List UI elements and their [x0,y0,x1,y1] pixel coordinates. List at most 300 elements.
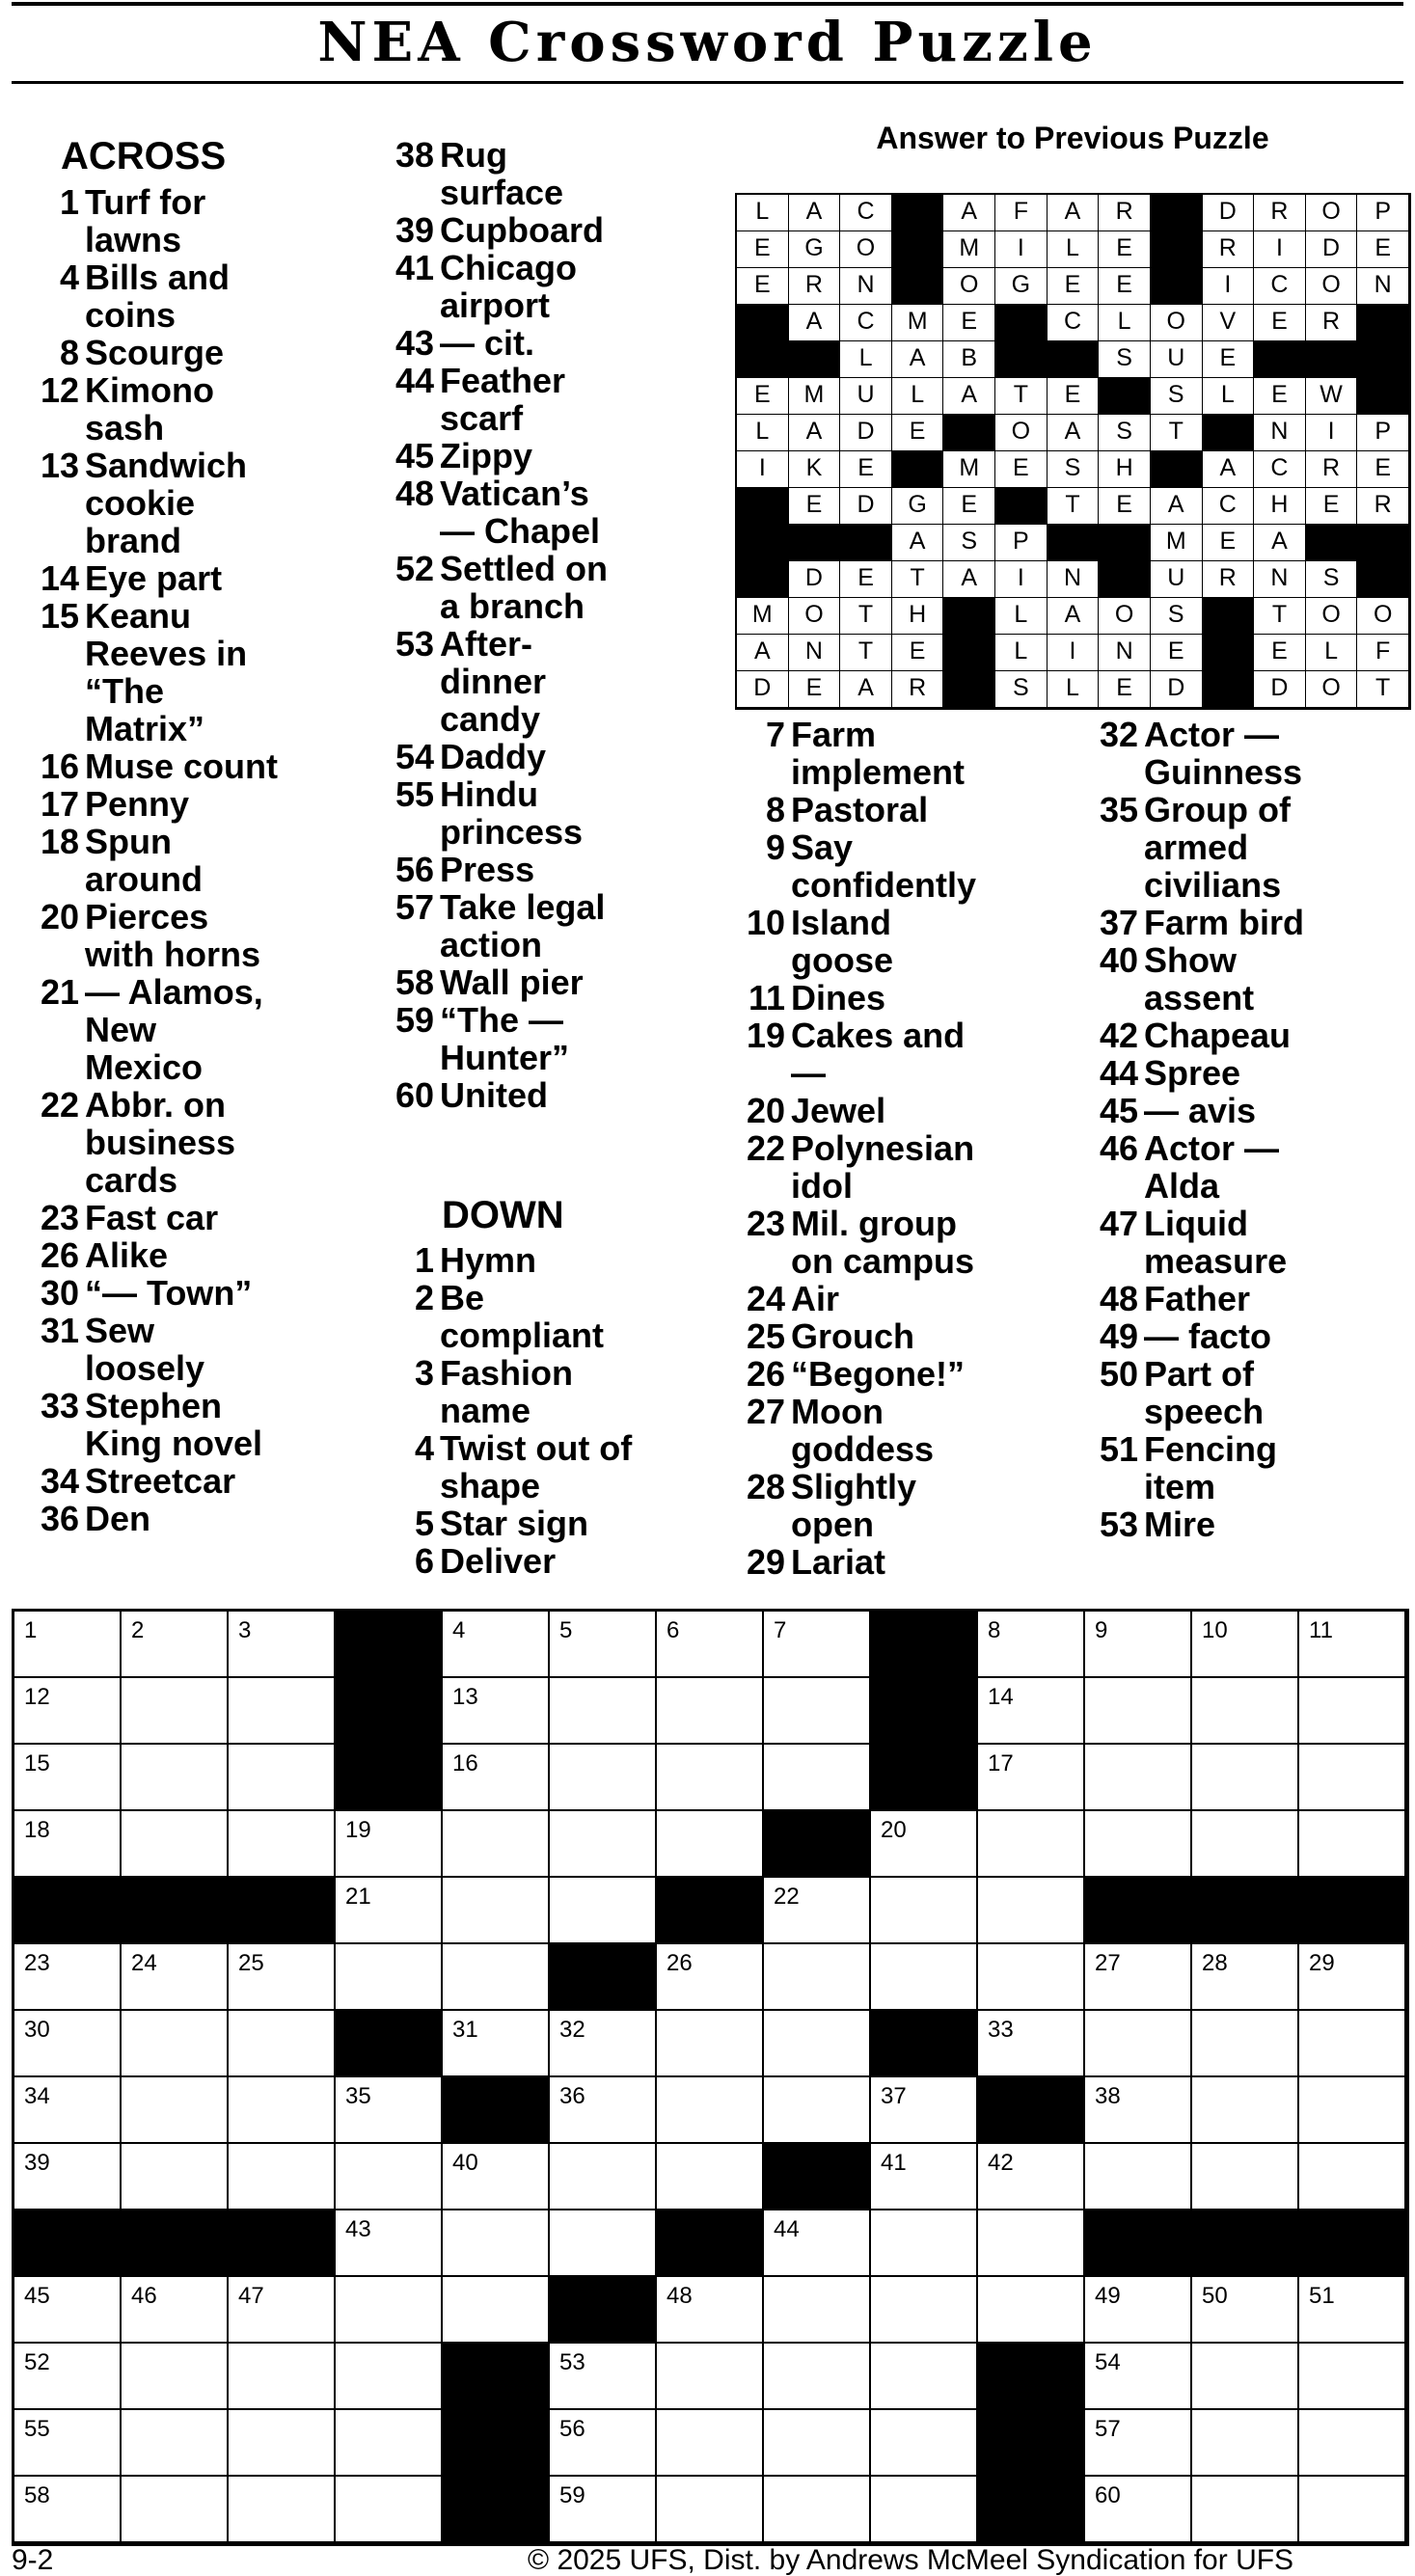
clue-number: 53 [1099,1505,1138,1544]
answer-cell[interactable] [764,2077,871,2144]
answer-cell[interactable] [336,2144,443,2210]
clue-number: 53 [395,624,434,664]
answer-cell[interactable] [1192,2410,1299,2477]
answer-cell[interactable] [978,1811,1085,1878]
answer-cell[interactable] [1192,1944,1299,2011]
black-square [764,1811,871,1878]
answer-cell[interactable] [1299,2410,1406,2477]
answer-cell[interactable] [1192,2344,1299,2410]
clue-text: Star sign [440,1504,589,1543]
clue-number: 57 [395,887,434,927]
answer-cell[interactable] [1299,2477,1406,2543]
answer-cell[interactable] [871,2410,978,2477]
across-clue-17 [12,785,278,823]
answer-cell[interactable] [1192,2277,1299,2344]
answer-cell[interactable] [229,1811,336,1878]
answer-cell[interactable] [443,2144,550,2210]
previous-letter-cell: E [995,451,1048,488]
black-square [336,2011,443,2077]
answer-cell[interactable] [229,2144,336,2210]
across-clue-43 [367,324,633,362]
answer-cell[interactable] [1192,2077,1299,2144]
black-square [1299,1878,1406,1944]
answer-cell[interactable] [443,1944,550,2011]
answer-cell[interactable] [14,1678,122,1745]
crossword-grid[interactable] [12,1609,1409,2546]
cell-number: 20 [881,1817,907,1843]
previous-letter-cell: A [1203,451,1255,488]
clue-number: 16 [40,746,79,786]
answer-cell[interactable] [443,1678,550,1745]
clue-number: 46 [1099,1128,1138,1168]
answer-cell[interactable] [443,2277,550,2344]
previous-letter-cell: E [1151,635,1203,671]
answer-cell[interactable] [1299,1811,1406,1878]
answer-cell[interactable] [871,1944,978,2011]
answer-cell[interactable] [1192,2477,1299,2543]
answer-cell[interactable] [764,1612,871,1678]
answer-cell[interactable] [1299,2077,1406,2144]
previous-letter-cell: A [892,341,944,378]
previous-letter-cell: E [1099,268,1151,305]
clue-number: 10 [746,903,785,942]
clue-number: 37 [1099,903,1138,942]
clue-number: 40 [1099,940,1138,980]
clue-text: Mil. group on campus [791,1204,975,1281]
clue-text: Twist out of shape [440,1428,633,1505]
answer-cell[interactable] [1192,1678,1299,1745]
clue-number: 58 [395,963,434,1002]
answer-cell[interactable] [14,2344,122,2410]
clue-text: Stephen King novel [85,1386,263,1463]
down-clue-7 [718,716,984,791]
across-clue-23 [12,1199,278,1236]
answer-cell[interactable] [871,2344,978,2410]
answer-cell[interactable] [336,2077,443,2144]
black-square [1192,1878,1299,1944]
previous-letter-cell: D [1203,195,1255,231]
clue-number: 60 [395,1075,434,1115]
previous-letter-cell: L [995,635,1048,671]
answer-cell[interactable] [657,1612,764,1678]
answer-cell[interactable] [764,2210,871,2277]
black-square [443,2077,550,2144]
previous-letter-cell: A [1151,488,1203,525]
previous-letter-cell: R [1357,488,1409,525]
answer-cell[interactable] [443,1612,550,1678]
answer-cell[interactable] [978,2144,1085,2210]
clue-number: 49 [1099,1316,1138,1356]
answer-cell[interactable] [229,2077,336,2144]
clue-text: Press [440,850,535,889]
answer-cell[interactable] [122,2077,229,2144]
previous-black-square [1203,671,1255,708]
answer-cell[interactable] [764,1678,871,1745]
answer-cell[interactable] [229,2477,336,2543]
answer-cell[interactable] [122,2344,229,2410]
answer-cell[interactable] [871,1878,978,1944]
answer-cell[interactable] [657,2410,764,2477]
previous-letter-cell: S [995,671,1048,708]
down-clue-44 [1071,1054,1337,1092]
answer-cell[interactable] [1299,1745,1406,1811]
across-clue-54 [367,738,633,775]
previous-letter-cell: C [840,195,892,231]
answer-cell[interactable] [657,2077,764,2144]
cell-number: 44 [774,2216,800,2242]
clue-text: Zippy [440,436,532,475]
down-clue-37 [1071,904,1337,941]
across-clue-4 [12,258,278,334]
answer-cell[interactable] [336,1811,443,1878]
down-clue-29 [718,1543,984,1581]
answer-cell[interactable] [14,2144,122,2210]
answer-cell[interactable] [14,2011,122,2077]
previous-letter-cell: R [1203,561,1255,598]
answer-cell[interactable] [122,2277,229,2344]
answer-cell[interactable] [1299,2344,1406,2410]
answer-cell[interactable] [122,1811,229,1878]
answer-cell[interactable] [14,2277,122,2344]
answer-cell[interactable] [1299,2277,1406,2344]
answer-cell[interactable] [229,1678,336,1745]
clue-text: Liquid measure [1144,1204,1288,1281]
clue-text: Rug surface [440,135,564,212]
answer-cell[interactable] [1192,1612,1299,1678]
cell-number: 5 [559,1617,573,1643]
across-clue-34 [12,1462,278,1500]
black-square [1299,2210,1406,2277]
down-clue-8 [718,791,984,828]
previous-letter-cell: O [1099,598,1151,635]
answer-cell[interactable] [443,1878,550,1944]
down-clue-6 [367,1542,633,1580]
answer-cell[interactable] [978,2210,1085,2277]
answer-cell[interactable] [657,1678,764,1745]
answer-cell[interactable] [14,1745,122,1811]
answer-cell[interactable] [1192,2144,1299,2210]
answer-cell[interactable] [764,1878,871,1944]
clue-number: 35 [1099,790,1138,829]
answer-cell[interactable] [1085,2344,1192,2410]
cell-number: 21 [345,1884,371,1910]
answer-cell[interactable] [978,2277,1085,2344]
answer-cell[interactable] [122,2144,229,2210]
answer-cell[interactable] [14,2077,122,2144]
previous-letter-cell: L [840,341,892,378]
previous-letter-cell: I [995,561,1048,598]
cell-number: 42 [988,2150,1014,2176]
black-square [657,2210,764,2277]
clue-text: Pastoral [791,790,929,829]
answer-cell[interactable] [1085,1678,1192,1745]
answer-cell[interactable] [122,2410,229,2477]
answer-cell[interactable] [336,1878,443,1944]
answer-cell[interactable] [229,1745,336,1811]
answer-cell[interactable] [14,1811,122,1878]
answer-cell[interactable] [229,2410,336,2477]
answer-cell[interactable] [1299,1944,1406,2011]
answer-cell[interactable] [443,1745,550,1811]
black-square [978,2344,1085,2410]
previous-letter-cell: N [789,635,841,671]
answer-cell[interactable] [1085,1811,1192,1878]
black-square [229,1878,336,1944]
clue-text: Chicago airport [440,248,578,325]
answer-cell[interactable] [1085,2477,1192,2543]
black-square [871,2011,978,2077]
answer-cell[interactable] [550,2477,657,2543]
across-clue-45 [367,437,633,475]
previous-letter-cell: E [1306,488,1358,525]
answer-cell[interactable] [550,2011,657,2077]
answer-cell[interactable] [550,2144,657,2210]
down-clue-40 [1071,941,1337,1017]
answer-cell[interactable] [336,2344,443,2410]
previous-letter-cell: A [1048,415,1100,451]
answer-cell[interactable] [764,1745,871,1811]
black-square [336,1678,443,1745]
answer-cell[interactable] [122,1745,229,1811]
cell-number: 9 [1095,1617,1108,1643]
previous-black-square [737,525,789,561]
black-square [14,2210,122,2277]
clue-text: Farm implement [791,715,966,792]
previous-letter-cell: F [995,195,1048,231]
clue-number: 14 [40,558,79,598]
answer-cell[interactable] [978,2011,1085,2077]
answer-cell[interactable] [657,1745,764,1811]
previous-black-square [1048,341,1100,378]
previous-black-square [1151,195,1203,231]
answer-cell[interactable] [1085,1612,1192,1678]
answer-cell[interactable] [122,1678,229,1745]
answer-cell[interactable] [14,2410,122,2477]
previous-letter-cell: W [1306,378,1358,415]
answer-cell[interactable] [550,1878,657,1944]
answer-cell[interactable] [1192,1811,1299,1878]
clue-number: 12 [40,370,79,410]
previous-black-square [995,305,1048,341]
previous-black-square [1357,305,1409,341]
answer-cell[interactable] [1085,1745,1192,1811]
cell-number: 22 [774,1884,800,1910]
previous-letter-cell: L [892,378,944,415]
answer-cell[interactable] [229,2011,336,2077]
previous-letter-cell: D [789,561,841,598]
answer-cell[interactable] [657,2011,764,2077]
answer-cell[interactable] [978,1878,1085,1944]
answer-cell[interactable] [871,2077,978,2144]
answer-cell[interactable] [1192,2011,1299,2077]
answer-cell[interactable] [657,1944,764,2011]
previous-letter-cell: U [840,378,892,415]
cell-number: 16 [452,1750,478,1776]
previous-black-square [1048,525,1100,561]
answer-cell[interactable] [764,2410,871,2477]
clue-text: Deliver [440,1541,557,1581]
answer-cell[interactable] [978,1745,1085,1811]
answer-cell[interactable] [122,1944,229,2011]
clue-text: Hindu princess [440,774,584,852]
answer-cell[interactable] [336,2277,443,2344]
previous-letter-cell: L [995,598,1048,635]
answer-cell[interactable] [1085,2011,1192,2077]
previous-letter-cell: P [995,525,1048,561]
previous-letter-cell: E [737,378,789,415]
answer-cell[interactable] [1085,1944,1192,2011]
answer-cell[interactable] [336,2410,443,2477]
previous-letter-cell: M [943,451,995,488]
answer-cell[interactable] [443,1811,550,1878]
answer-cell[interactable] [1085,2277,1192,2344]
cell-number: 58 [24,2482,50,2508]
answer-cell[interactable] [764,2477,871,2543]
down-clue-2 [367,1279,633,1354]
answer-cell[interactable] [550,2077,657,2144]
answer-cell[interactable] [764,2344,871,2410]
answer-cell[interactable] [229,1944,336,2011]
previous-letter-cell: E [943,488,995,525]
cell-number: 19 [345,1817,371,1843]
across-clue-26 [12,1236,278,1274]
answer-cell[interactable] [550,2344,657,2410]
answer-cell[interactable] [871,2210,978,2277]
previous-letter-cell: E [737,231,789,268]
answer-cell[interactable] [1085,2077,1192,2144]
answer-cell[interactable] [122,2011,229,2077]
answer-cell[interactable] [978,1944,1085,2011]
answer-cell[interactable] [764,2011,871,2077]
clue-text: — avis [1144,1091,1257,1130]
answer-cell[interactable] [1299,1678,1406,1745]
answer-cell[interactable] [550,2210,657,2277]
previous-black-square [1099,378,1151,415]
clue-text: Slightly open [791,1467,917,1544]
answer-cell[interactable] [1299,2144,1406,2210]
previous-letter-cell: M [789,378,841,415]
clue-number: 31 [40,1311,79,1350]
down-clue-5 [367,1505,633,1542]
clue-number: 48 [395,474,434,513]
previous-black-square [1357,341,1409,378]
answer-cell[interactable] [550,1678,657,1745]
answer-cell[interactable] [978,1678,1085,1745]
answer-cell[interactable] [14,1944,122,2011]
black-square [443,2410,550,2477]
black-square [336,1612,443,1678]
answer-cell[interactable] [1085,2144,1192,2210]
answer-cell[interactable] [14,2477,122,2543]
previous-letter-cell: A [1048,598,1100,635]
answer-cell[interactable] [1192,1745,1299,1811]
answer-cell[interactable] [1085,2410,1192,2477]
across-clue-38 [367,136,633,211]
clue-text: Chapeau [1144,1016,1292,1055]
across-clue-1 [12,183,278,258]
answer-cell[interactable] [229,2344,336,2410]
answer-cell[interactable] [657,2477,764,2543]
answer-cell[interactable] [657,2144,764,2210]
previous-letter-cell: F [1357,635,1409,671]
clue-text: Actor — Alda [1144,1128,1280,1206]
previous-letter-cell: R [1099,195,1151,231]
answer-cell[interactable] [657,2344,764,2410]
answer-cell[interactable] [550,1745,657,1811]
down-clue-24 [718,1280,984,1317]
cell-number: 26 [667,1950,693,1976]
answer-cell[interactable] [657,2277,764,2344]
answer-cell[interactable] [1299,1612,1406,1678]
answer-cell[interactable] [1299,2011,1406,2077]
answer-cell[interactable] [336,1944,443,2011]
clue-text: Penny [85,784,190,824]
previous-black-square [943,598,995,635]
answer-cell[interactable] [871,2144,978,2210]
answer-cell[interactable] [229,2277,336,2344]
down-clue-25 [718,1317,984,1355]
down-clue-19 [718,1017,984,1092]
answer-cell[interactable] [336,2210,443,2277]
answer-cell[interactable] [229,1612,336,1678]
answer-cell[interactable] [550,2410,657,2477]
clue-text: Fencing item [1144,1429,1278,1506]
answer-cell[interactable] [14,1612,122,1678]
answer-cell[interactable] [978,1612,1085,1678]
across-clue-14 [12,559,278,597]
answer-cell[interactable] [122,1612,229,1678]
answer-cell[interactable] [871,2477,978,2543]
down-clue-51 [1071,1430,1337,1505]
answer-cell[interactable] [764,2277,871,2344]
answer-cell[interactable] [336,2477,443,2543]
black-square [1085,1878,1192,1944]
previous-letter-cell: A [943,561,995,598]
down-clue-53 [1071,1505,1337,1543]
answer-cell[interactable] [443,2011,550,2077]
previous-black-square [995,341,1048,378]
previous-letter-cell: I [1254,231,1306,268]
clue-text: Take legal action [440,887,606,964]
previous-letter-cell: A [1048,195,1100,231]
answer-cell[interactable] [764,1944,871,2011]
answer-cell[interactable] [550,1811,657,1878]
answer-cell[interactable] [871,1811,978,1878]
clue-text: Kimono sash [85,370,214,447]
answer-cell[interactable] [443,2210,550,2277]
previous-letter-cell: A [840,671,892,708]
answer-cell[interactable] [122,2477,229,2543]
previous-letter-cell: L [1099,305,1151,341]
answer-cell[interactable] [657,1811,764,1878]
clue-number: 55 [395,774,434,814]
across-clue-15 [12,597,278,747]
answer-cell[interactable] [871,2277,978,2344]
previous-black-square [1203,635,1255,671]
across-clue-57 [367,888,633,963]
previous-letter-cell: N [1254,415,1306,451]
black-square [336,1745,443,1811]
previous-letter-cell: D [840,415,892,451]
previous-letter-cell: M [892,305,944,341]
cell-number: 60 [1095,2482,1121,2508]
clue-number: 1 [59,182,79,222]
clue-number: 54 [395,737,434,776]
black-square [978,2477,1085,2543]
clue-text: Eye part [85,558,223,598]
answer-cell[interactable] [550,1612,657,1678]
previous-letter-cell: M [737,598,789,635]
